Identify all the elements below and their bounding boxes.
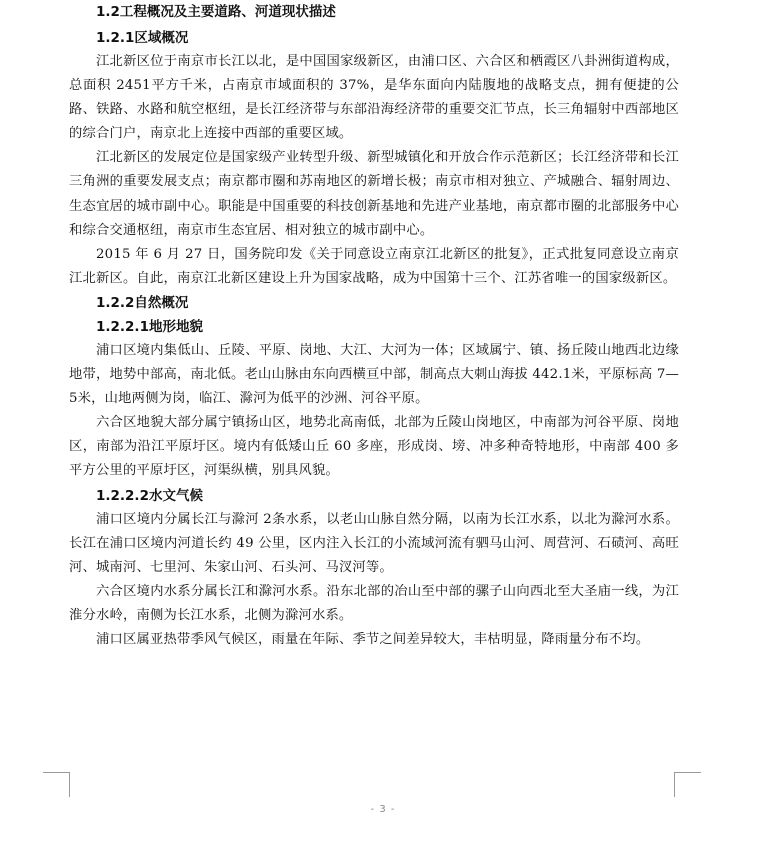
paragraph-region-location: 江北新区位于南京市长江以北，是中国国家级新区，由浦口区、六合区和栖霞区八卦洲街道构成，总面积 2451平方千米，占南京市域面积的 37%，是华东面向内陆腹地的战略支点，拥有便捷的公路、铁路、水路和航空枢纽，是长江经济带与东部沿海经济带的重要交汇节点，长三角辐射中西部地区的综合门户，南京北上连接中西部的重要区域。	[69, 54, 679, 142]
paragraph-pukou-hydrology: 浦口区境内分属长江与滁河 2条水系，以老山山脉自然分隔，以南为长江水系，以北为滁河水系。长江在浦口区境内河道长约 49 公里，区内注入长江的小流域河流有驷马山河、周营河、石碛河、高旺河、城南河、七里河、朱家山河、石头河、马汊河等。	[69, 511, 679, 575]
heading-1-2-2-1: 1.2.2.1地形地貌	[96, 318, 203, 335]
paragraph-state-council-approval: 2015 年 6 月 27 日，国务院印发《关于同意设立南京江北新区的批复》，正式批复同意设立南京江北新区。自此，南京江北新区建设上升为国家战略，成为中国第十三个、江苏省唯一的国家级新区。	[69, 246, 679, 286]
document-body	[69, 0, 679, 652]
margin-corner-mark-left	[43, 772, 70, 797]
paragraph-liuhe-hydrology: 六合区境内水系分属长江和滁河水系。沿东北部的冶山至中部的骡子山向西北至大圣庙一线，为江淮分水岭，南侧为长江水系，北侧为滁河水系。	[69, 583, 679, 623]
heading-1-2-2-2: 1.2.2.2水文气候	[96, 487, 203, 504]
heading-1-2: 1.2工程概况及主要道路、河道现状描述	[96, 4, 336, 20]
paragraph-pukou-climate: 浦口区属亚热带季风气候区，雨量在年际、季节之间差异较大，丰枯明显，降雨量分布不均。	[96, 631, 650, 647]
paragraph-liuhe-terrain: 六合区地貌大部分属宁镇扬山区，地势北高南低，北部为丘陵山岗地区，中南部为河谷平原、岗地区，南部为沿江平原圩区。境内有低矮山丘 60 多座，形成岗、塝、冲多种奇特地形，中南部 400 多平方公里的平原圩区，河渠纵横，别具风貌。	[69, 415, 679, 479]
heading-1-2-2: 1.2.2自然概况	[96, 294, 189, 311]
paragraph-development-positioning: 江北新区的发展定位是国家级产业转型升级、新型城镇化和开放合作示范新区；长江经济带和长江三角洲的重要发展支点；南京都市圈和苏南地区的新增长极；南京市相对独立、产城融合、辐射周边、生态宜居的城市副中心。职能是中国重要的科技创新基地和先进产业基地，南京都市圈的北部服务中心和综合交通枢纽，南京市生态宜居、相对独立的城市副中心。	[69, 150, 679, 238]
page-number: - 3 -	[370, 804, 396, 815]
heading-1-2-1: 1.2.1区域概况	[96, 30, 189, 46]
margin-corner-mark-right	[674, 772, 701, 797]
paragraph-pukou-terrain: 浦口区境内集低山、丘陵、平原、岗地、大江、大河为一体；区域属宁、镇、扬丘陵山地西北边缘地带，地势中部高，南北低。老山山脉由东向西横亘中部，制高点大刺山海拔 442.1米，平原标高 7—5米，山地两侧为岗，临江、滁河为低平的沙洲、河谷平原。	[69, 342, 679, 407]
